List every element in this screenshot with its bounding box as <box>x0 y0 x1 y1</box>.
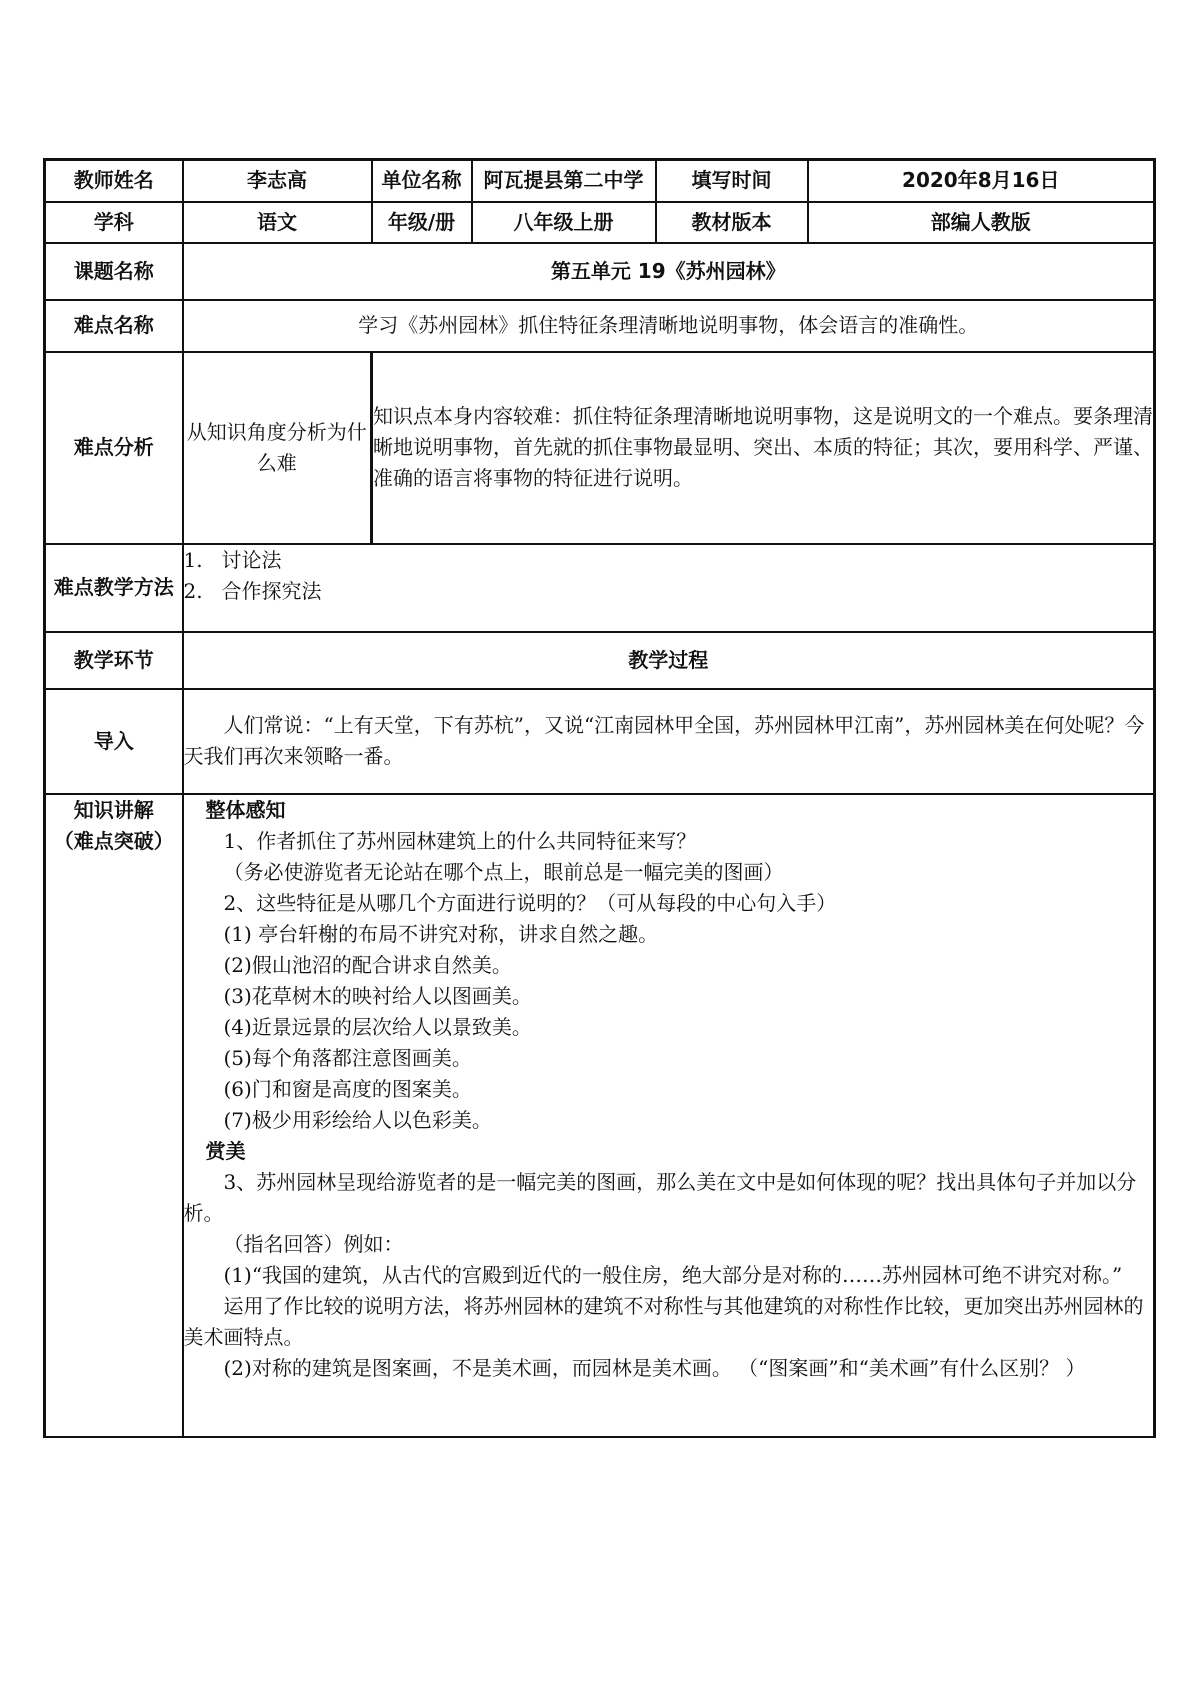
point-item: (4)近景远景的层次给人以景致美。 <box>223 1014 532 1039</box>
section-heading-overall: 整体感知 <box>205 797 286 822</box>
example-2: (2)对称的建筑是图案画，不是美术画，而园林是美术画。 （“图案画”和“美术画”有什么区别？ ） <box>223 1355 1086 1380</box>
process-label: 教学过程 <box>183 632 1155 689</box>
example-1-note: 运用了作比较的说明方法，将苏州园林的建筑不对称性与其他建筑的对称性作比较，更加突出苏州园林的美术画特点。 <box>183 1293 1144 1349</box>
date-label: 填写时间 <box>656 160 808 202</box>
question-2: 2、这些特征是从哪几个方面进行说明的？（可从每段的中心句入手） <box>223 890 837 915</box>
knowledge-label-line2: （难点突破） <box>53 828 174 853</box>
analysis-label: 难点分析 <box>45 352 183 544</box>
lesson-plan-table <box>43 158 1156 1438</box>
process-header-row <box>45 632 1155 689</box>
topic-row <box>45 243 1155 300</box>
analysis-row <box>45 352 1155 544</box>
methods-label: 难点教学方法 <box>45 544 183 632</box>
point-item: (5)每个角落都注意图画美。 <box>223 1045 472 1070</box>
knowledge-label <box>45 794 183 1437</box>
difficulty-row <box>45 300 1155 352</box>
methods-row <box>45 544 1155 632</box>
difficulty-label: 难点名称 <box>45 300 183 352</box>
unit-label: 单位名称 <box>372 160 472 202</box>
knowledge-label-line1: 知识讲解 <box>73 797 154 822</box>
topic-value: 第五单元 19《苏州园林》 <box>183 243 1155 300</box>
answer-1: （务必使游览者无论站在哪个点上，眼前总是一幅完美的图画） <box>223 859 784 884</box>
stage-label: 教学环节 <box>45 632 183 689</box>
knowledge-row <box>45 794 1155 1437</box>
point-item: (2)假山池沼的配合讲求自然美。 <box>223 952 512 977</box>
date-value: 2020年8月16日 <box>808 160 1155 202</box>
topic-label: 课题名称 <box>45 243 183 300</box>
method-item: 2. 合作探究法 <box>183 578 322 603</box>
teacher-name: 李志高 <box>183 160 372 202</box>
analysis-text: 知识点本身内容较难：抓住特征条理清晰地说明事物，这是说明文的一个难点。要条理清晰地说明事物，首先就的抓住事物最显明、突出、本质的特征；其次，要用科学、严谨、准确的语言将事物的特征进行说明。 <box>372 352 1155 544</box>
grade-label: 年级/册 <box>372 202 472 243</box>
header-row-1 <box>45 160 1155 202</box>
difficulty-value: 学习《苏州园林》抓住特征条理清晰地说明事物，体会语言的准确性。 <box>183 300 1155 352</box>
method-item: 1. 讨论法 <box>183 547 282 572</box>
answer-hint: （指名回答）例如： <box>223 1231 404 1256</box>
intro-row <box>45 689 1155 794</box>
knowledge-content <box>183 794 1155 1437</box>
intro-text: 人们常说：“上有天堂，下有苏杭”，又说“江南园林甲全国，苏州园林甲江南”，苏州园林美在何处呢？今天我们再次来领略一番。 <box>183 689 1155 794</box>
point-item: (1) 亭台轩榭的布局不讲究对称，讲求自然之趣。 <box>223 921 659 946</box>
example-1: (1)“我国的建筑，从古代的宫殿到近代的一般住房，绝大部分是对称的……苏州园林可绝不讲究对称。” <box>223 1262 1123 1287</box>
question-3: 3、苏州园林呈现给游览者的是一幅完美的图画，那么美在文中是如何体现的呢？找出具体句子并加以分析。 <box>183 1169 1137 1225</box>
teacher-label: 教师姓名 <box>45 160 183 202</box>
grade-value: 八年级上册 <box>472 202 656 243</box>
header-row-2 <box>45 202 1155 243</box>
point-item: (3)花草树木的映衬给人以图画美。 <box>223 983 532 1008</box>
edition-value: 部编人教版 <box>808 202 1155 243</box>
point-item: (7)极少用彩绘给人以色彩美。 <box>223 1107 492 1132</box>
subject-value: 语文 <box>183 202 372 243</box>
unit-name: 阿瓦提县第二中学 <box>472 160 656 202</box>
methods-list <box>183 544 1155 632</box>
question-1: 1、作者抓住了苏州园林建筑上的什么共同特征来写？ <box>223 828 697 853</box>
analysis-angle: 从知识角度分析为什么难 <box>183 352 372 544</box>
subject-label: 学科 <box>45 202 183 243</box>
section-heading-appreciation: 赏美 <box>205 1138 246 1163</box>
intro-label: 导入 <box>45 689 183 794</box>
point-item: (6)门和窗是高度的图案美。 <box>223 1076 472 1101</box>
edition-label: 教材版本 <box>656 202 808 243</box>
